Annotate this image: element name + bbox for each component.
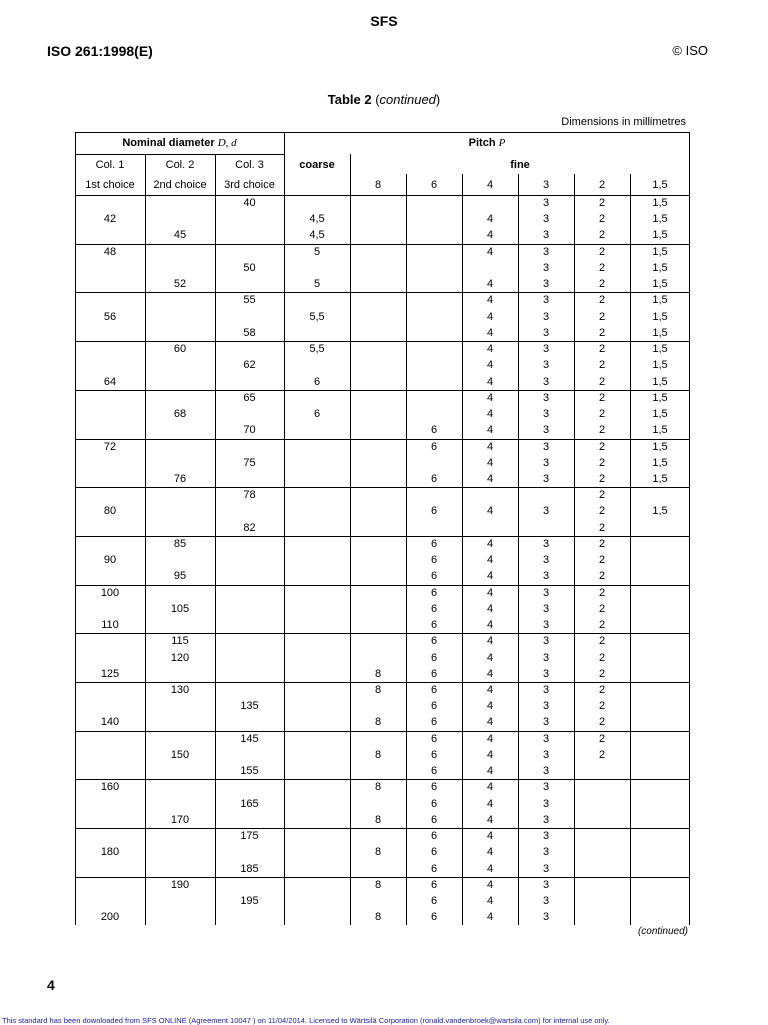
cell-p3: 3 [542,846,550,858]
cell-col1: 110 [101,619,119,631]
cell-p3: 3 [542,376,550,388]
pitch-3-header: 3 [542,179,550,191]
cell-p4: 4 [486,246,494,258]
cell-col3: 65 [243,392,256,404]
cell-p3: 3 [542,716,550,728]
license-footer: This standard has been downloaded from SFS ONLINE (Agreement 10047 ) on 11/04/2014. Licensed to Wärtsilä Corporation (ronald.vandenbroek@wartsila.com) for internal use only. [2,1016,610,1025]
cell-p6: 6 [430,505,438,517]
cell-p4: 4 [486,830,494,842]
cell-p4: 4 [486,635,494,647]
cell-col3: 135 [240,700,259,712]
cell-col2: 130 [170,684,190,696]
cell-p6: 6 [430,473,438,485]
cell-p1-5: 1,5 [652,278,668,290]
caption-paren-open: ( [371,92,380,107]
cell-p1-5: 1,5 [652,505,668,517]
cell-p6: 6 [430,863,438,875]
cell-p3: 3 [542,895,550,907]
continued-note: (continued) [637,926,688,937]
group-rule [75,585,690,586]
header-bottom-rule [75,195,690,196]
cell-col2: 52 [173,278,187,290]
thread-pitch-table [75,132,690,925]
group-rule [75,731,690,732]
cell-p6: 6 [430,846,438,858]
cell-p2: 2 [598,554,606,566]
cell-p1-5: 1,5 [652,359,668,371]
cell-p3: 3 [542,879,550,891]
cell-p3: 3 [542,733,550,745]
cell-p3: 3 [542,830,550,842]
cell-coarse: 4,5 [309,229,325,241]
cell-p3: 3 [542,229,550,241]
caption-continued: continued [379,92,436,107]
cell-col2: 190 [170,879,190,891]
cell-p6: 6 [430,570,438,582]
cell-p4: 4 [486,505,494,517]
col-rule-fine [350,154,351,925]
cell-col2: 95 [173,570,187,582]
cell-p1-5: 1,5 [652,392,668,404]
cell-p2: 2 [598,376,606,388]
cell-col1: 80 [103,505,117,517]
cell-p4: 4 [486,814,494,826]
cell-p4: 4 [486,587,494,599]
cell-p3: 3 [542,814,550,826]
cell-p1-5: 1,5 [652,294,668,306]
cell-p3: 3 [542,262,550,274]
cell-coarse: 5 [313,278,321,290]
cell-p1-5: 1,5 [652,197,668,209]
cell-p4: 4 [486,716,494,728]
cell-p8: 8 [374,716,382,728]
cell-p3: 3 [542,749,550,761]
cell-p3: 3 [542,343,550,355]
cell-col3: 58 [243,327,256,339]
cell-p1-5: 1,5 [652,376,668,388]
cell-p4: 4 [486,781,494,793]
cell-p2: 2 [598,197,606,209]
cell-p4: 4 [486,294,494,306]
cell-p3: 3 [542,781,550,793]
cell-p8: 8 [374,879,382,891]
cell-coarse: 5 [313,246,321,258]
cell-p4: 4 [486,376,494,388]
cell-p4: 4 [486,619,494,631]
cell-p4: 4 [486,765,494,777]
cell-p4: 4 [486,911,494,923]
cell-p4: 4 [486,798,494,810]
cell-p3: 3 [542,538,550,550]
cell-p2: 2 [598,652,606,664]
first-choice-header: 1st choice [85,179,135,191]
cell-p6: 6 [430,424,438,436]
cell-p4: 4 [486,473,494,485]
cell-p4: 4 [486,749,494,761]
cell-col3: 82 [243,522,256,534]
cell-p1-5: 1,5 [652,262,668,274]
cell-p3: 3 [542,197,550,209]
copyright-notice: © ISO [672,43,708,58]
cell-p2: 2 [598,262,606,274]
cell-p6: 6 [430,603,438,615]
cell-col3: 165 [240,798,259,810]
cell-col3: 195 [240,895,259,907]
cell-p3: 3 [542,798,550,810]
cell-p3: 3 [542,635,550,647]
cell-col2: 85 [173,538,187,550]
cell-p8: 8 [374,814,382,826]
cell-p4: 4 [486,408,494,420]
cell-coarse: 5,5 [309,311,325,323]
cell-p1-5: 1,5 [652,327,668,339]
pitch-6-header: 6 [430,179,438,191]
cell-col2: 45 [173,229,187,241]
cell-col3: 55 [243,294,256,306]
cell-p6: 6 [430,765,438,777]
cell-col2: 68 [173,408,187,420]
cell-p3: 3 [542,652,550,664]
cell-p2: 2 [598,522,606,534]
cell-p2: 2 [598,327,606,339]
cell-p4: 4 [486,652,494,664]
cell-col3: 155 [240,765,259,777]
cell-p4: 4 [486,213,494,225]
cell-col3: 62 [243,359,256,371]
cell-p2: 2 [598,619,606,631]
cell-p2: 2 [598,441,606,453]
cell-p2: 2 [598,408,606,420]
nominal-diameter-header [75,136,284,150]
cell-col2: 76 [173,473,187,485]
cell-p2: 2 [598,716,606,728]
cell-col2: 105 [170,603,190,615]
cell-p3: 3 [542,311,550,323]
cell-col1: 90 [103,554,117,566]
cell-p3: 3 [542,619,550,631]
cell-p4: 4 [486,229,494,241]
cell-p6: 6 [430,619,438,631]
cell-col2: 150 [170,749,190,761]
group-rule [75,536,690,537]
cell-col3: 185 [240,863,259,875]
cell-p3: 3 [542,603,550,615]
cell-coarse: 6 [313,376,321,388]
cell-p4: 4 [486,392,494,404]
cell-p3: 3 [542,294,550,306]
cell-p4: 4 [486,327,494,339]
cell-p6: 6 [430,538,438,550]
cell-p8: 8 [374,846,382,858]
cell-p4: 4 [486,879,494,891]
cell-p2: 2 [598,489,606,501]
cell-col3: 175 [240,830,259,842]
cell-col3: 75 [243,457,256,469]
cell-col1: 56 [103,311,117,323]
cell-col2: 60 [173,343,187,355]
cell-p3: 3 [542,700,550,712]
third-choice-header: 3rd choice [224,179,275,191]
cell-p2: 2 [598,424,606,436]
cell-p6: 6 [430,652,438,664]
cell-p2: 2 [598,587,606,599]
group-rule [75,779,690,780]
cell-p2: 2 [598,635,606,647]
organisation-header: SFS [370,13,398,29]
cell-p2: 2 [598,294,606,306]
cell-p6: 6 [430,684,438,696]
cell-p6: 6 [430,733,438,745]
cell-p4: 4 [486,538,494,550]
cell-p4: 4 [486,554,494,566]
cell-p3: 3 [542,457,550,469]
cell-col1: 48 [103,246,117,258]
cell-p6: 6 [430,441,438,453]
caption-paren-close: ) [435,92,441,107]
cell-col3: 145 [240,733,259,745]
pitch-symbol: P [498,137,506,149]
cell-p4: 4 [486,733,494,745]
group-rule [75,487,690,488]
cell-p2: 2 [598,603,606,615]
table-caption [0,92,768,107]
cell-p1-5: 1,5 [652,424,668,436]
cell-p3: 3 [542,359,550,371]
units-note: Dimensions in millimetres [561,116,686,128]
pitch-4-header: 4 [486,179,494,191]
cell-p1-5: 1,5 [652,473,668,485]
cell-col3: 78 [243,489,256,501]
col-1-header: Col. 1 [95,159,125,171]
group-rule [75,390,690,391]
cell-p1-5: 1,5 [652,457,668,469]
group-rule [75,292,690,293]
cell-p1-5: 1,5 [652,213,668,225]
cell-coarse: 4,5 [309,213,325,225]
pitch-2-header: 2 [598,179,606,191]
cell-p6: 6 [430,879,438,891]
cell-col1: 200 [100,911,120,923]
second-choice-header: 2nd choice [153,179,207,191]
cell-p2: 2 [598,505,606,517]
table-top-border [75,132,690,133]
cell-p3: 3 [542,278,550,290]
cell-p3: 3 [542,570,550,582]
standard-number: ISO 261:1998(E) [47,43,153,59]
cell-p4: 4 [486,311,494,323]
cell-p3: 3 [542,911,550,923]
group-rule [75,244,690,245]
cell-p6: 6 [430,895,438,907]
cell-col1: 125 [100,668,120,680]
cell-p3: 3 [542,327,550,339]
cell-p4: 4 [486,278,494,290]
cell-p2: 2 [598,359,606,371]
group-rule [75,682,690,683]
cell-p1-5: 1,5 [652,246,668,258]
cell-p2: 2 [598,668,606,680]
cell-p4: 4 [486,457,494,469]
cell-p3: 3 [542,441,550,453]
cell-p4: 4 [486,684,494,696]
col-3-header: Col. 3 [235,159,264,171]
cell-p6: 6 [430,716,438,728]
page-number: 4 [47,977,55,993]
group-rule [75,439,690,440]
cell-col1: 180 [100,846,120,858]
cell-p1-5: 1,5 [652,311,668,323]
cell-p6: 6 [430,798,438,810]
cell-p6: 6 [430,830,438,842]
cell-p3: 3 [542,505,550,517]
cell-p4: 4 [486,700,494,712]
cell-p4: 4 [486,846,494,858]
cell-p4: 4 [486,895,494,907]
cell-p6: 6 [430,700,438,712]
cell-p6: 6 [430,749,438,761]
group-rule [75,877,690,878]
cell-col1: 64 [103,376,117,388]
cell-p2: 2 [598,457,606,469]
cell-p4: 4 [486,359,494,371]
cell-p4: 4 [486,570,494,582]
cell-p2: 2 [598,538,606,550]
cell-p3: 3 [542,668,550,680]
cell-p6: 6 [430,635,438,647]
cell-p8: 8 [374,781,382,793]
cell-p6: 6 [430,668,438,680]
nominal-diameter-symbols: D, d [217,137,237,149]
cell-p4: 4 [486,343,494,355]
cell-col2: 170 [170,814,190,826]
cell-p2: 2 [598,733,606,745]
cell-coarse: 6 [313,408,321,420]
cell-p8: 8 [374,684,382,696]
cell-col2: 120 [170,652,190,664]
cell-p2: 2 [598,473,606,485]
cell-p8: 8 [374,911,382,923]
cell-p2: 2 [598,213,606,225]
cell-p3: 3 [542,213,550,225]
cell-p1-5: 1,5 [652,441,668,453]
cell-p3: 3 [542,246,550,258]
cell-col3: 40 [243,197,256,209]
cell-p3: 3 [542,684,550,696]
header-rule-nominal [75,154,284,155]
cell-p1-5: 1,5 [652,229,668,241]
cell-p3: 3 [542,473,550,485]
cell-p3: 3 [542,424,550,436]
cell-col3: 50 [243,262,256,274]
pitch-header [284,136,690,150]
cell-p2: 2 [598,278,606,290]
cell-p3: 3 [542,392,550,404]
cell-p4: 4 [486,441,494,453]
cell-col1: 140 [100,716,120,728]
cell-p4: 4 [486,863,494,875]
cell-col1: 160 [100,781,120,793]
cell-p2: 2 [598,392,606,404]
cell-p8: 8 [374,749,382,761]
cell-p2: 2 [598,570,606,582]
cell-coarse: 5,5 [309,343,325,355]
group-rule [75,828,690,829]
cell-p4: 4 [486,424,494,436]
cell-p8: 8 [374,668,382,680]
nominal-diameter-label: Nominal diameter [122,137,218,149]
cell-p2: 2 [598,246,606,258]
col-2-header: Col. 2 [165,159,195,171]
pitch-label: Pitch [468,137,499,149]
cell-p4: 4 [486,603,494,615]
cell-col1: 72 [103,441,117,453]
cell-p2: 2 [598,343,606,355]
cell-p2: 2 [598,311,606,323]
cell-p6: 6 [430,814,438,826]
cell-p3: 3 [542,587,550,599]
group-rule [75,341,690,342]
coarse-header: coarse [299,159,335,171]
cell-p3: 3 [542,408,550,420]
cell-p1-5: 1,5 [652,343,668,355]
cell-p2: 2 [598,700,606,712]
cell-p6: 6 [430,911,438,923]
table-caption-label: Table 2 [327,92,372,107]
cell-col1: 42 [103,213,117,225]
cell-col2: 115 [171,635,189,647]
fine-header: fine [510,159,530,171]
pitch-8-header: 8 [374,179,382,191]
group-rule [75,633,690,634]
cell-p6: 6 [430,554,438,566]
cell-col1: 100 [100,587,120,599]
cell-p3: 3 [542,765,550,777]
cell-p3: 3 [542,554,550,566]
cell-p6: 6 [430,587,438,599]
cell-col3: 70 [243,424,256,436]
cell-p2: 2 [598,229,606,241]
cell-p2: 2 [598,749,606,761]
cell-p6: 6 [430,781,438,793]
cell-p4: 4 [486,668,494,680]
pitch-1-5-header: 1,5 [652,179,668,191]
cell-p3: 3 [542,863,550,875]
cell-p1-5: 1,5 [652,408,668,420]
cell-p2: 2 [598,684,606,696]
